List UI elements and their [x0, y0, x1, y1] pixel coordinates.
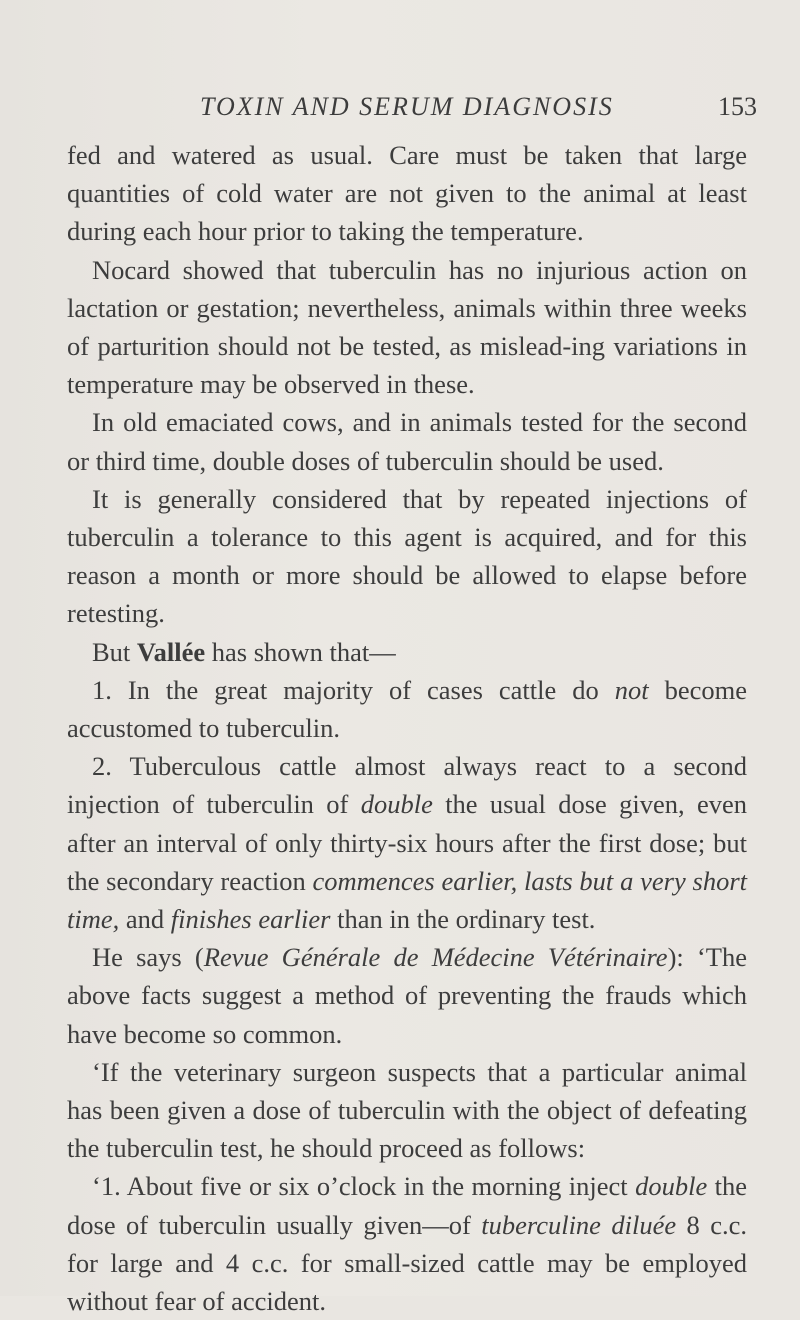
body-text	[67, 136, 747, 1320]
text-run: 8 c.c. for large and 4 c.c. for small-sized cattle may be employed without fear of accident.	[67, 1209, 748, 1317]
text-run: become accustomed to tuberculin.	[67, 674, 748, 744]
author-name: Vallée	[136, 636, 206, 667]
text-run: ): ‘The above facts suggest a method of preventing the frauds which have become so common.	[67, 942, 747, 1049]
paragraph-1: fed and watered as usual. Care must be taken that large quantities of cold water are not given to the animal at least during each hour prior to taking the temperature.	[67, 140, 747, 247]
page-number: 153	[718, 92, 757, 121]
text-run: He says (	[92, 942, 204, 973]
text-run: than in the ordinary test.	[330, 904, 596, 935]
emphasis: finishes earlier	[170, 904, 331, 935]
list-item-1	[67, 671, 747, 747]
text-run: the usual dose given, even after an interval of only thirty-six hours after the first dose; but the secondary reaction	[67, 789, 747, 896]
paragraph-quote-intro	[67, 938, 747, 1053]
journal-title: Revue Générale de Médecine Vétérinaire	[203, 942, 668, 973]
text-run: 1. In the great majority of cases cattle do	[92, 674, 615, 705]
paragraph-nocard: Nocard showed that tuberculin has no injurious action on lactation or gestation; nevertheless, animals within three weeks of parturition should not be tested, as mislead-ing variations in temperature may be observed in these.	[67, 254, 747, 400]
text-run: 2. Tuberculous cattle almost always react to a second injection of tuberculin of	[67, 751, 747, 820]
paragraph-vallee	[67, 633, 747, 671]
text-run: But	[92, 636, 137, 667]
text-run: the dose of tuberculin usually given—of	[67, 1171, 748, 1240]
emphasis: not	[614, 674, 649, 705]
text-run: has shown that—	[205, 636, 396, 667]
paragraph-emaciated-cows: In old emaciated cows, and in animals tested for the second or third time, double doses of tuberculin should be used.	[67, 407, 747, 476]
emphasis: double	[635, 1171, 708, 1202]
running-title: TOXIN AND SERUM DIAGNOSIS	[200, 92, 614, 121]
text-run: and	[119, 904, 171, 935]
emphasis: tuberculine diluée	[481, 1209, 677, 1240]
list-item-2	[67, 747, 747, 938]
paragraph-tolerance: It is generally considered that by repeated injections of tuberculin a tolerance to this agent is acquired, and for this reason a month or more should be allowed to elapse before retesting.	[67, 483, 747, 629]
text-run: ‘1. About five or six o’clock in the morning inject	[92, 1171, 636, 1202]
emphasis: double	[360, 789, 433, 820]
paragraph-quote-suspects: ‘If the veterinary surgeon suspects that a particular animal has been given a dose of tuberculin with the object of defeating the tuberculin test, he should proceed as follows:	[67, 1056, 747, 1164]
emphasis: commences earlier, lasts but a very short time,	[67, 865, 748, 935]
paragraph-quote-step-1	[67, 1167, 747, 1320]
